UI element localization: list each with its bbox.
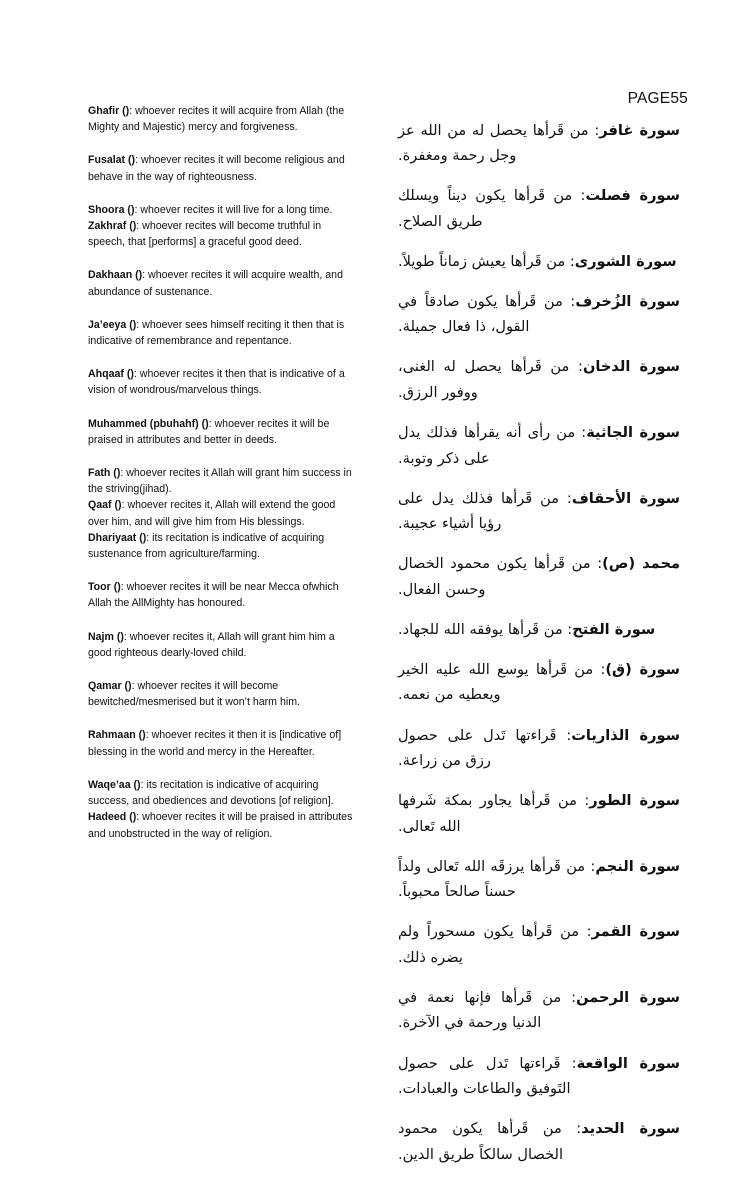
english-entry-term: Zakhraf () [88,220,137,233]
english-entry [88,103,356,135]
english-entry [88,152,356,184]
arabic-entry [398,788,680,839]
arabic-entry-term: سورة غافر [599,121,680,139]
arabic-entry [398,657,680,708]
arabic-entry [398,1051,680,1102]
english-entry [88,317,356,349]
english-entry-text: : whoever sees himself reciting it then that is indicative of remembrance and repentance. [88,318,345,348]
arabic-entry-term: سورة (ق) [605,660,680,678]
arabic-entry [398,249,680,275]
arabic-entry [398,420,680,471]
arabic-entry-term: سورة النجم [595,857,681,875]
english-entry [88,629,356,661]
arabic-entry-text: : من قَرأها يرزقَه الله تَعالى ولداً حسناً صالحاً محبوباً. [398,857,596,901]
english-entry-text: : whoever recites it will be near Mecca ofwhich Allah the AllMighty has honoured. [88,581,339,610]
arabic-entry-term: سورة الطور [589,792,680,810]
arabic-entry-text: : قَراءتها تَدل على حصول رزق من زراعة. [398,726,572,770]
english-entry-text: : its recitation is indicative of acquiring success, and obediences and devotions [of religion]. [88,778,334,808]
arabic-entry [398,723,680,774]
english-entry [88,809,356,841]
english-entry [88,465,356,497]
arabic-entry-text: : من قَرأها فإنها نعمة في الدنيا ورحمة في الآخرة. [398,988,577,1032]
arabic-entry-term: سورة الجاثية [586,424,680,442]
english-entry-term: Ghafir () [88,105,130,117]
english-entry-text: : whoever recites it then that is indicative of a vision of wondrous/marvelous things. [88,368,345,397]
english-entry-text: : whoever recites it will acquire wealth, and abundance of sustenance. [88,269,343,298]
english-entry [88,777,356,809]
arabic-entry-text: : من قَرأها يوسع الله عليه الخير ويعطيه من نعمه. [398,660,606,704]
english-entry-term: Hadeed () [88,811,137,824]
arabic-entry-text: : قَراءتها تَدل على حصول التَوفيق والطاعات والعبادات. [398,1054,577,1097]
arabic-entry-term: سورة القمر [591,923,680,941]
english-entry-text: : whoever recites it will become religious and behave in the way of righteousness. [88,154,345,183]
arabic-entry-term: سورة الشورى [574,252,677,270]
arabic-entry-term: سورة الواقعة [576,1054,680,1072]
arabic-entry-text: : من قَرأها يحصل له من الله عز وجل رحمة ومغفرة. [398,121,600,165]
arabic-entry-term: سورة الزُخرف [575,292,680,310]
english-translation-column [88,103,356,842]
english-entry-text: : whoever recites it will become bewitched/mesmerised but it won’t harm him. [88,680,300,709]
english-entry [88,267,356,299]
arabic-entry-term: سورة الدخان [582,358,680,376]
english-entry-text: : whoever recites it, Allah will extend the good over him, and will give him from His blessings. [88,499,336,528]
english-entry-term: Qamar () [88,680,132,693]
arabic-entry-term: محمد (ص) [602,555,680,573]
arabic-entry-text: : من قَرأها يكون صادقاً في القول، ذا فعال جميلة. [398,292,576,336]
english-entry-text: : whoever recites it will be praised in attributes and unobstructed in the way of religion. [88,811,353,840]
arabic-entry-text: : من قَرأها يكون مسحوراً ولم يضره ذلك. [398,923,592,966]
arabic-entry-text: : من قَرأها يكون ديناً ويسلك طريق الصلاح. [398,187,586,230]
arabic-entry-text: : من قَرأها يكون محمود الخصال سالكاً طريق الدين. [398,1120,582,1163]
english-entry-text: : whoever recites it Allah will grant him success in the striving(jihad). [88,467,352,496]
english-entry-text: : whoever recites will become truthful in speech, that [performs] a graceful good deed. [88,220,322,249]
english-entry [88,678,356,710]
english-entry [88,579,356,611]
english-entry-term: Waqe’aa () [88,778,141,791]
arabic-entry [398,354,680,405]
english-entry-text: : whoever recites it, Allah will grant him him a good righteous dearly-loved child. [88,630,335,659]
arabic-entry-text: : من رأى أنه يقرأها فذلك يدل على ذكر وتوبة. [398,424,587,467]
arabic-entry [398,486,680,537]
english-entry [88,530,356,562]
english-entry-text: : whoever recites it will acquire from Allah (the Mighty and Majestic) mercy and forgiveness. [88,105,345,134]
arabic-entry-term: سورة فصلت [585,187,681,205]
arabic-entry [398,919,680,970]
arabic-entry-term: سورة الذاريات [571,726,680,744]
arabic-entry-text: : من قَرأها يجاور بمكة شَرفها الله تَعالى. [398,792,590,835]
arabic-entry [398,1116,680,1167]
arabic-entry [398,854,680,905]
english-entry-term: Ja’eeya () [88,318,137,331]
arabic-entry [398,551,680,602]
arabic-entry [398,183,680,234]
english-entry-term: Fusalat () [88,154,136,167]
english-entry-text: : whoever recites it then it is [indicative of] blessing in the world and mercy in the Hereafter. [88,729,342,758]
arabic-source-column [398,103,680,1182]
arabic-entry [398,289,680,340]
page-number-label: PAGE55 [627,90,688,107]
english-entry [88,416,356,448]
arabic-entry-term: سورة الأحقاف [571,489,680,507]
english-entry-term: Dhariyaat () [88,531,147,544]
arabic-entry-text: : من قَرأها يوفقه الله للجهاد. [398,620,573,638]
english-entry-term: Fath () [88,467,121,480]
arabic-entry-text: : من قَرأها يحصل له الغنى، ووفور الرزق. [398,358,583,401]
arabic-entry [398,617,680,643]
english-entry [88,497,356,529]
english-entry-term: Najm () [88,630,124,643]
arabic-entry-term: سورة الفتح [572,620,656,638]
english-entry-term: Ahqaaf () [88,368,134,381]
english-entry [88,366,356,398]
arabic-entry [398,985,680,1036]
english-entry [88,202,356,218]
arabic-entry-text: : من قَرأها يكون محمود الخصال وحسن الفعال. [398,555,603,598]
english-entry-term: Toor () [88,581,121,594]
arabic-entry-text: : من قَرأها يعيش زماناً طويلاً. [398,252,575,270]
english-entry-text: : whoever recites it will live for a long time. [134,203,333,216]
english-entry-term: Dakhaan () [88,269,143,282]
english-entry-text: : whoever recites it will be praised in attributes and better in deeds. [88,417,330,446]
english-entry-term: Qaaf () [88,499,122,512]
arabic-entry-text: : من قَرأها فذلك يدل على رؤيا أشياء عجيبة. [398,489,572,533]
arabic-entry [398,118,680,169]
arabic-entry-term: سورة الرحمن [576,988,680,1006]
english-entry [88,727,356,759]
english-entry-term: Muhammed (pbuhahf) () [88,417,209,430]
english-entry-text: : its recitation is indicative of acquiring sustenance from agriculture/farming. [88,531,325,561]
arabic-entry-term: سورة الحديد [581,1120,680,1138]
english-entry-term: Rahmaan () [88,729,146,742]
english-entry [88,218,356,250]
english-entry-term: Shoora () [88,203,135,216]
